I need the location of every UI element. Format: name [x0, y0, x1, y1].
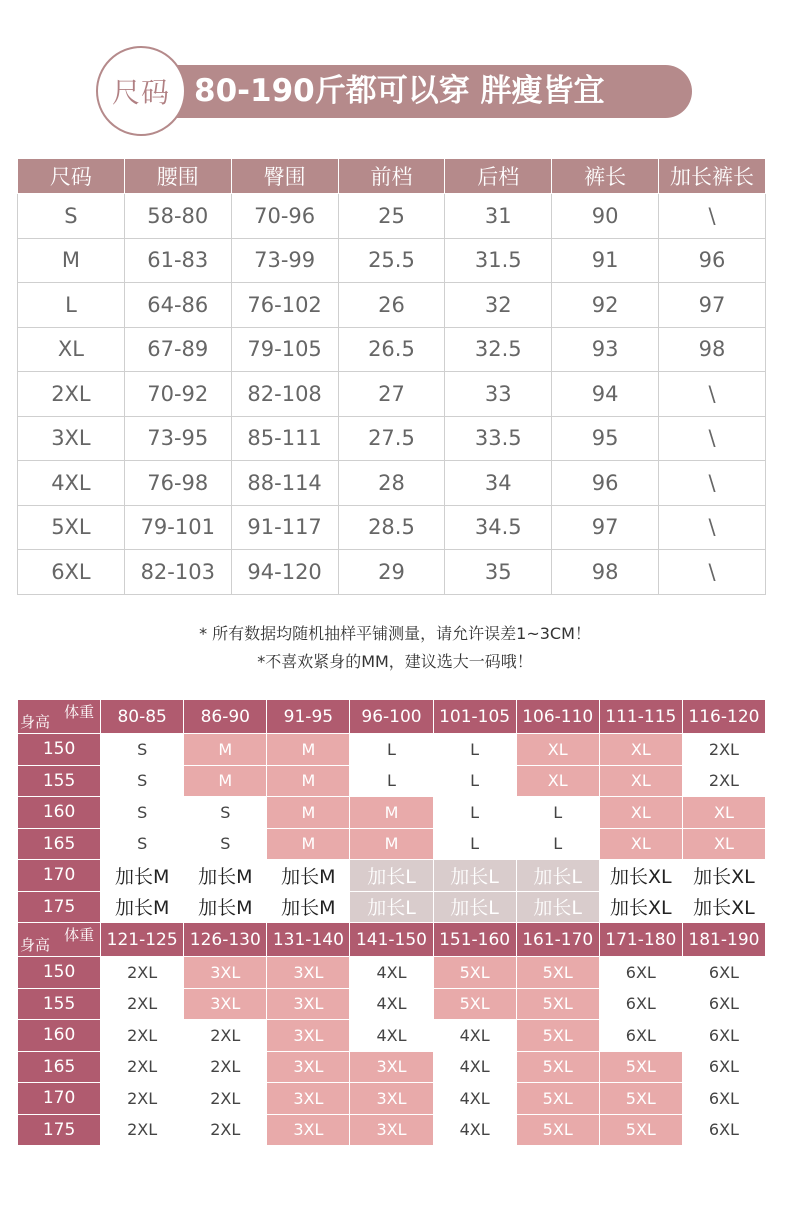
table-cell: \: [659, 505, 766, 550]
table-row: [18, 1020, 766, 1052]
size-recommendation-cell: 2XL: [184, 1051, 267, 1083]
table-cell: 32.5: [445, 327, 552, 372]
size-recommendation-cell: M: [350, 828, 433, 860]
size-recommendation-cell: 2XL: [682, 734, 765, 766]
column-header: 加长裤长: [659, 159, 766, 194]
size-badge: [96, 46, 186, 136]
table-cell: 6XL: [18, 550, 125, 595]
table-cell: 29: [338, 550, 445, 595]
weight-range-header: 86-90: [184, 700, 267, 734]
table-cell: 4XL: [18, 461, 125, 506]
size-recommendation-cell: 加长M: [101, 860, 184, 892]
size-recommendation-cell: 2XL: [101, 957, 184, 989]
height-value: 175: [18, 891, 101, 923]
size-recommendation-cell: M: [267, 765, 350, 797]
size-recommendation-cell: 2XL: [184, 1020, 267, 1052]
size-recommendation-cell: L: [516, 828, 599, 860]
weight-range-header: 161-170: [516, 923, 599, 957]
size-recommendation-cell: 3XL: [267, 1083, 350, 1115]
height-value: 160: [18, 797, 101, 829]
size-recommendation-cell: 加长L: [350, 891, 433, 923]
weight-range-header: 141-150: [350, 923, 433, 957]
table-cell: 73-99: [231, 238, 338, 283]
table-row: [18, 238, 766, 283]
size-recommendation-cell: 2XL: [101, 1083, 184, 1115]
recommendation-body: [18, 700, 766, 1146]
size-recommendation-cell: 2XL: [101, 988, 184, 1020]
size-recommendation-cell: 加长XL: [682, 891, 765, 923]
size-recommendation-cell: 5XL: [516, 1114, 599, 1146]
measurement-notes: [0, 620, 790, 676]
table-cell: 28: [338, 461, 445, 506]
table-cell: 33: [445, 372, 552, 417]
table-cell: 70-96: [231, 194, 338, 239]
size-recommendation-cell: 加长L: [433, 891, 516, 923]
size-recommendation-cell: S: [184, 828, 267, 860]
table-cell: 58-80: [124, 194, 231, 239]
weight-range-header: 111-115: [599, 700, 682, 734]
table-row: [18, 828, 766, 860]
size-recommendation-cell: 4XL: [433, 1051, 516, 1083]
size-recommendation-cell: M: [267, 734, 350, 766]
table-cell: M: [18, 238, 125, 283]
size-recommendation-cell: 6XL: [599, 957, 682, 989]
size-recommendation-cell: 5XL: [516, 1083, 599, 1115]
table-cell: 76-102: [231, 283, 338, 328]
size-recommendation-cell: 5XL: [516, 1020, 599, 1052]
table-cell: 90: [552, 194, 659, 239]
size-recommendation-cell: L: [350, 765, 433, 797]
column-header: 尺码: [18, 159, 125, 194]
size-recommendation-cell: 2XL: [101, 1051, 184, 1083]
table-row: [18, 1083, 766, 1115]
size-chart-table: [17, 158, 766, 595]
table-row: [18, 988, 766, 1020]
size-recommendation-cell: 5XL: [599, 1114, 682, 1146]
size-recommendation-cell: 3XL: [184, 988, 267, 1020]
table-cell: 79-105: [231, 327, 338, 372]
weight-range-header: 106-110: [516, 700, 599, 734]
table-cell: 26.5: [338, 327, 445, 372]
size-recommendation-cell: 6XL: [599, 1020, 682, 1052]
size-recommendation-cell: 3XL: [267, 1051, 350, 1083]
size-recommendation-cell: 3XL: [267, 1020, 350, 1052]
weight-range-header: 101-105: [433, 700, 516, 734]
size-recommendation-cell: L: [516, 797, 599, 829]
column-header: 腰围: [124, 159, 231, 194]
size-recommendation-cell: 3XL: [267, 1114, 350, 1146]
size-recommendation-cell: XL: [599, 734, 682, 766]
size-recommendation-cell: XL: [599, 765, 682, 797]
table-cell: 34: [445, 461, 552, 506]
size-recommendation-cell: 3XL: [267, 957, 350, 989]
weight-axis-label: 体重: [64, 926, 95, 944]
size-recommendation-cell: XL: [516, 765, 599, 797]
height-axis-label: 身高: [20, 936, 51, 954]
weight-range-header: 151-160: [433, 923, 516, 957]
table-row: [18, 765, 766, 797]
size-recommendation-cell: 加长L: [433, 860, 516, 892]
size-recommendation-cell: 2XL: [101, 1020, 184, 1052]
weight-axis-label: 体重: [64, 703, 95, 721]
size-recommendation-cell: 6XL: [682, 1114, 765, 1146]
weight-range-header: 121-125: [101, 923, 184, 957]
table-cell: 97: [552, 505, 659, 550]
table-cell: \: [659, 194, 766, 239]
table-cell: 28.5: [338, 505, 445, 550]
table-row: [18, 957, 766, 989]
size-recommendation-cell: 2XL: [184, 1083, 267, 1115]
size-recommendation-cell: XL: [516, 734, 599, 766]
table-cell: 76-98: [124, 461, 231, 506]
note-line-1: * 所有数据均随机抽样平铺测量，请允许误差1~3CM！: [199, 624, 591, 643]
size-recommendation-cell: 4XL: [350, 988, 433, 1020]
table-cell: 98: [552, 550, 659, 595]
note-line-2: *不喜欢紧身的MM，建议选大一码哦！: [257, 652, 533, 671]
size-recommendation-cell: 6XL: [682, 957, 765, 989]
table-row: [18, 194, 766, 239]
table-cell: 92: [552, 283, 659, 328]
table-cell: 96: [659, 238, 766, 283]
table-row: [18, 860, 766, 892]
size-recommendation-cell: 2XL: [101, 1114, 184, 1146]
table-cell: 25.5: [338, 238, 445, 283]
size-recommendation-cell: M: [267, 797, 350, 829]
size-recommendation-cell: 加长M: [267, 860, 350, 892]
table-cell: 79-101: [124, 505, 231, 550]
size-recommendation-cell: 加长XL: [682, 860, 765, 892]
size-recommendation-cell: L: [350, 734, 433, 766]
height-value: 170: [18, 860, 101, 892]
table-cell: 27: [338, 372, 445, 417]
size-recommendation-cell: 加长XL: [599, 891, 682, 923]
size-recommendation-cell: 5XL: [599, 1083, 682, 1115]
table-cell: 96: [552, 461, 659, 506]
height-value: 170: [18, 1083, 101, 1115]
table-cell: 2XL: [18, 372, 125, 417]
table-cell: 27.5: [338, 416, 445, 461]
table-cell: 97: [659, 283, 766, 328]
height-value: 165: [18, 1051, 101, 1083]
height-value: 155: [18, 988, 101, 1020]
table-cell: 31: [445, 194, 552, 239]
size-recommendation-cell: 2XL: [682, 765, 765, 797]
size-recommendation-cell: 6XL: [682, 1083, 765, 1115]
size-recommendation-cell: 5XL: [516, 957, 599, 989]
size-recommendation-cell: 5XL: [516, 988, 599, 1020]
table-cell: 25: [338, 194, 445, 239]
size-recommendation-cell: 6XL: [682, 1051, 765, 1083]
size-table-body: [18, 194, 766, 595]
table-cell: 5XL: [18, 505, 125, 550]
size-recommendation-cell: 2XL: [184, 1114, 267, 1146]
table-cell: 26: [338, 283, 445, 328]
size-recommendation-cell: XL: [599, 797, 682, 829]
weight-range-header: 181-190: [682, 923, 765, 957]
size-recommendation-cell: 加长L: [350, 860, 433, 892]
column-header: 后档: [445, 159, 552, 194]
table-cell: 88-114: [231, 461, 338, 506]
table-row: [18, 797, 766, 829]
table-cell: \: [659, 372, 766, 417]
size-recommendation-cell: 4XL: [433, 1083, 516, 1115]
table-row: [18, 891, 766, 923]
size-recommendation-cell: 3XL: [184, 957, 267, 989]
size-recommendation-cell: M: [350, 797, 433, 829]
corner-cell: [18, 923, 101, 957]
table-cell: 34.5: [445, 505, 552, 550]
table-row: [18, 372, 766, 417]
table-cell: 61-83: [124, 238, 231, 283]
size-recommendation-cell: L: [433, 734, 516, 766]
size-recommendation-cell: XL: [599, 828, 682, 860]
size-recommendation-cell: 加长M: [184, 860, 267, 892]
table-row: [18, 416, 766, 461]
size-recommendation-cell: 加长M: [101, 891, 184, 923]
table-cell: XL: [18, 327, 125, 372]
height-value: 150: [18, 957, 101, 989]
weight-range-header: 131-140: [267, 923, 350, 957]
weight-range-header: 171-180: [599, 923, 682, 957]
table-cell: 93: [552, 327, 659, 372]
size-recommendation-cell: 4XL: [433, 1020, 516, 1052]
weight-header-row: [18, 923, 766, 957]
size-recommendation-cell: 加长M: [184, 891, 267, 923]
table-cell: 82-108: [231, 372, 338, 417]
table-row: [18, 461, 766, 506]
size-recommendation-cell: 加长L: [516, 891, 599, 923]
table-cell: 95: [552, 416, 659, 461]
height-value: 155: [18, 765, 101, 797]
table-cell: \: [659, 550, 766, 595]
height-value: 165: [18, 828, 101, 860]
table-cell: 3XL: [18, 416, 125, 461]
size-recommendation-cell: 加长XL: [599, 860, 682, 892]
size-recommendation-cell: L: [433, 765, 516, 797]
size-table-header-row: [18, 159, 766, 194]
table-row: [18, 1051, 766, 1083]
table-cell: 67-89: [124, 327, 231, 372]
table-row: [18, 1114, 766, 1146]
table-cell: \: [659, 416, 766, 461]
weight-header-row: [18, 700, 766, 734]
size-recommendation-cell: 3XL: [350, 1051, 433, 1083]
size-recommendation-cell: 3XL: [350, 1114, 433, 1146]
size-recommendation-table: [17, 699, 766, 1146]
size-recommendation-cell: S: [184, 797, 267, 829]
column-header: 臀围: [231, 159, 338, 194]
size-recommendation-cell: L: [433, 828, 516, 860]
weight-range-header: 116-120: [682, 700, 765, 734]
weight-range-header: 91-95: [267, 700, 350, 734]
table-cell: 64-86: [124, 283, 231, 328]
table-cell: 98: [659, 327, 766, 372]
table-row: [18, 327, 766, 372]
size-recommendation-cell: S: [101, 828, 184, 860]
column-header: 裤长: [552, 159, 659, 194]
size-recommendation-cell: S: [101, 797, 184, 829]
height-value: 175: [18, 1114, 101, 1146]
size-recommendation-cell: S: [101, 765, 184, 797]
table-cell: 91-117: [231, 505, 338, 550]
table-row: [18, 734, 766, 766]
column-header: 前档: [338, 159, 445, 194]
table-cell: 31.5: [445, 238, 552, 283]
table-cell: 82-103: [124, 550, 231, 595]
table-cell: 91: [552, 238, 659, 283]
table-cell: 33.5: [445, 416, 552, 461]
size-recommendation-cell: 5XL: [433, 957, 516, 989]
size-recommendation-cell: 加长L: [516, 860, 599, 892]
size-recommendation-cell: 3XL: [267, 988, 350, 1020]
height-value: 160: [18, 1020, 101, 1052]
size-recommendation-cell: 5XL: [433, 988, 516, 1020]
height-value: 150: [18, 734, 101, 766]
weight-range-header: 96-100: [350, 700, 433, 734]
size-recommendation-cell: S: [101, 734, 184, 766]
size-recommendation-cell: M: [184, 765, 267, 797]
corner-cell: [18, 700, 101, 734]
weight-range-header: 126-130: [184, 923, 267, 957]
table-cell: 32: [445, 283, 552, 328]
table-cell: S: [18, 194, 125, 239]
size-recommendation-cell: L: [433, 797, 516, 829]
size-recommendation-cell: 6XL: [682, 988, 765, 1020]
size-recommendation-cell: 4XL: [433, 1114, 516, 1146]
size-recommendation-cell: 5XL: [516, 1051, 599, 1083]
size-recommendation-cell: XL: [682, 797, 765, 829]
height-axis-label: 身高: [20, 713, 51, 731]
size-recommendation-cell: XL: [682, 828, 765, 860]
page-title: 80-190斤都可以穿 胖瘦皆宜: [194, 73, 605, 109]
table-cell: 70-92: [124, 372, 231, 417]
size-recommendation-cell: 4XL: [350, 957, 433, 989]
size-recommendation-cell: 6XL: [599, 988, 682, 1020]
size-recommendation-cell: 3XL: [350, 1083, 433, 1115]
table-cell: \: [659, 461, 766, 506]
size-recommendation-cell: M: [267, 828, 350, 860]
table-row: [18, 283, 766, 328]
size-recommendation-cell: 加长M: [267, 891, 350, 923]
size-recommendation-cell: M: [184, 734, 267, 766]
weight-range-header: 80-85: [101, 700, 184, 734]
table-cell: 85-111: [231, 416, 338, 461]
table-cell: L: [18, 283, 125, 328]
table-row: [18, 550, 766, 595]
size-recommendation-cell: 6XL: [682, 1020, 765, 1052]
table-row: [18, 505, 766, 550]
table-cell: 94: [552, 372, 659, 417]
size-recommendation-cell: 5XL: [599, 1051, 682, 1083]
table-cell: 94-120: [231, 550, 338, 595]
size-recommendation-cell: 4XL: [350, 1020, 433, 1052]
table-cell: 35: [445, 550, 552, 595]
title-banner: [96, 46, 694, 136]
table-cell: 73-95: [124, 416, 231, 461]
size-badge-label: 尺码: [111, 76, 170, 109]
